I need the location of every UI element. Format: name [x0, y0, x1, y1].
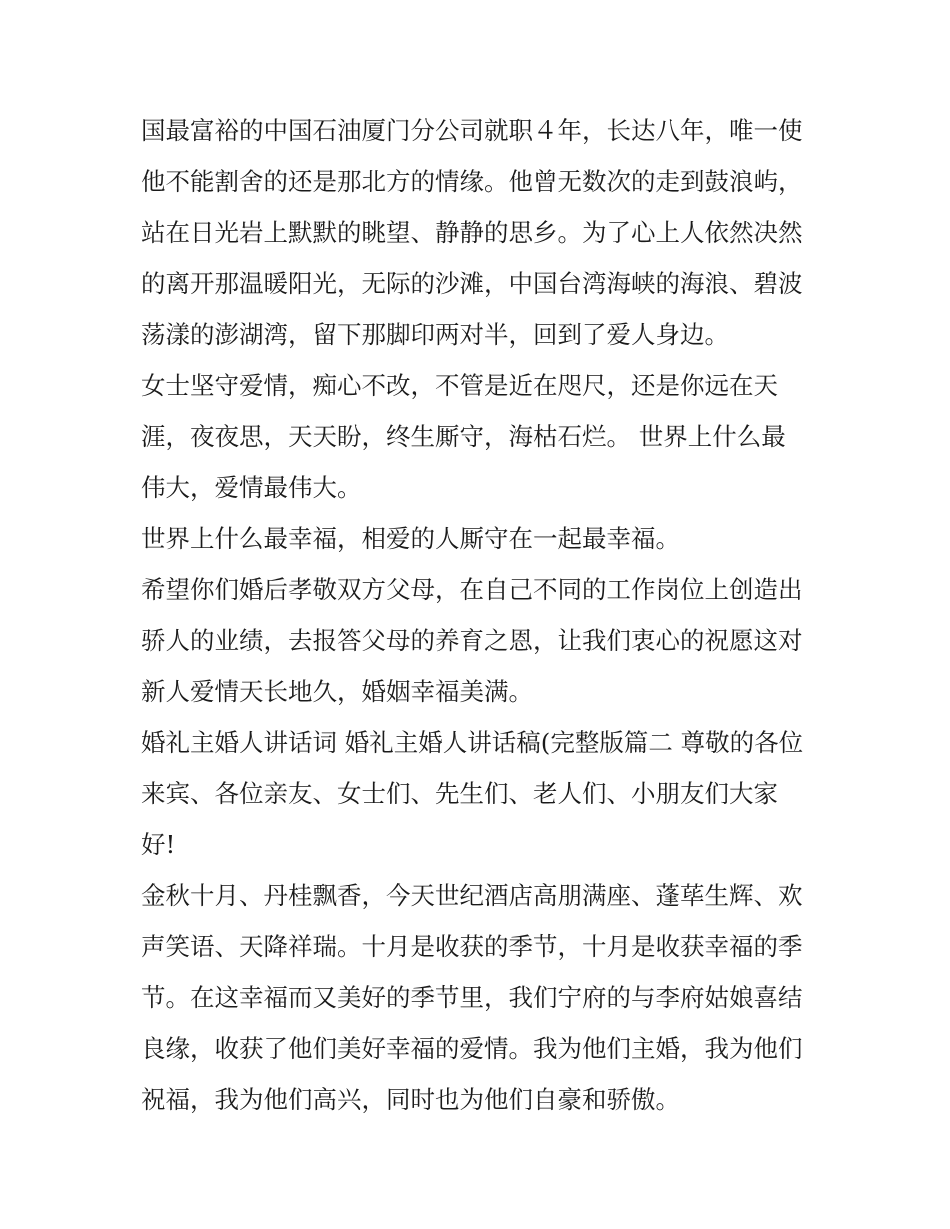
text-line: 他不能割舍的还是那北方的情缘。他曾无数次的走到鼓浪屿，: [141, 167, 803, 196]
text-line: 站在日光岩上默默的眺望、静静的思乡。为了心上人依然决然: [141, 218, 803, 247]
text-line: 节。在这幸福而又美好的季节里，我们宁府的与李府姑娘喜结: [141, 983, 803, 1012]
text-line: 世界上什么最幸福，相爱的人厮守在一起最幸福。: [141, 524, 680, 553]
text-line: 的离开那温暖阳光，无际的沙滩，中国台湾海峡的海浪、碧波: [141, 269, 803, 298]
document-body: [141, 105, 821, 1125]
text-line: 女士坚守爱情，痴心不改，不管是近在咫尺，还是你远在天: [141, 371, 778, 400]
text-line: 良缘，收获了他们美好幸福的爱情。我为他们主婚，我为他们: [141, 1034, 803, 1063]
text-line: 声笑语、天降祥瑞。十月是收获的季节，十月是收获幸福的季: [141, 932, 803, 961]
text-line: 希望你们婚后孝敬双方父母，在自己不同的工作岗位上创造出: [141, 575, 803, 604]
text-line: 来宾、各位亲友、女士们、先生们、老人们、小朋友们大家: [141, 779, 778, 808]
text-line: 祝福，我为他们高兴，同时也为他们自豪和骄傲。: [141, 1085, 680, 1114]
text-line: 金秋十月、丹桂飘香，今天世纪酒店高朋满座、蓬荜生辉、欢: [141, 881, 803, 910]
text-line: 新人爱情天长地久，婚姻幸福美满。: [141, 677, 533, 706]
text-line: 伟大，爱情最伟大。: [141, 473, 362, 502]
text-line: 荡漾的澎湖湾，留下那脚印两对半，回到了爱人身边。: [141, 320, 729, 349]
text-line: 婚礼主婚人讲话词 婚礼主婚人讲话稿(完整版篇二 尊敬的各位: [141, 728, 804, 757]
text-line: 涯，夜夜思，天天盼，终生厮守，海枯石烂。 世界上什么最: [141, 422, 786, 451]
text-line: 好!: [141, 830, 176, 859]
text-line: 骄人的业绩，去报答父母的养育之恩，让我们衷心的祝愿这对: [141, 626, 803, 655]
text-line: 国最富裕的中国石油厦门分公司就职４年，长达八年，唯一使: [141, 116, 803, 145]
